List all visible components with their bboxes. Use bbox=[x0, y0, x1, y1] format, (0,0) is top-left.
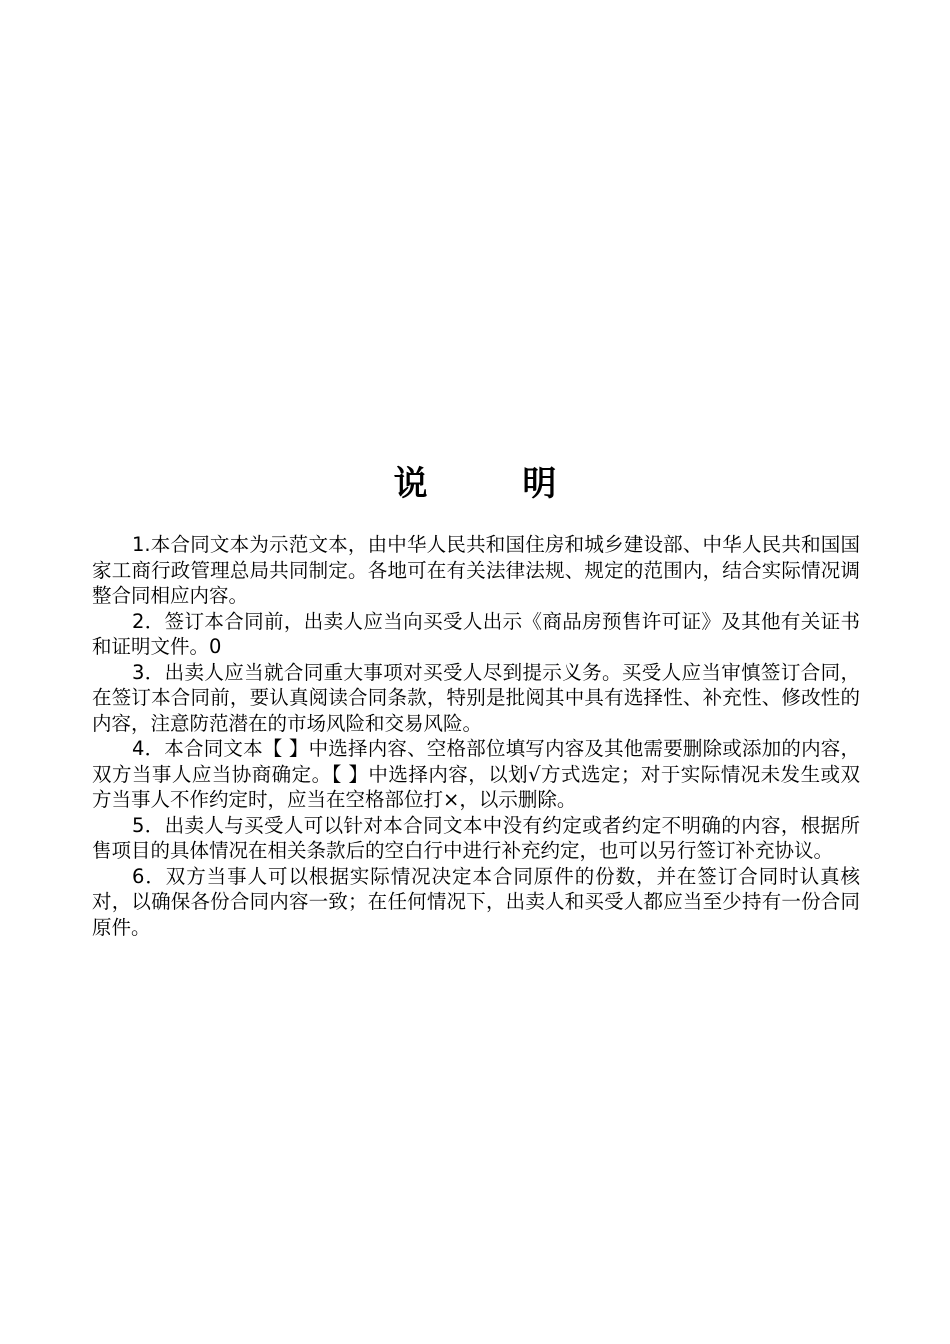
instruction-paragraph-2: 2．签订本合同前，出卖人应当向买受人出示《商品房预售许可证》及其他有关证书和证明文件。0 bbox=[92, 609, 860, 658]
page-title: 说 明 bbox=[393, 464, 557, 504]
instruction-paragraph-5: 5．出卖人与买受人可以针对本合同文本中没有约定或者约定不明确的内容，根据所售项目的具体情况在相关条款后的空白行中进行补充约定，也可以另行签订补充协议。 bbox=[92, 813, 860, 862]
instruction-paragraph-1: 1.本合同文本为示范文本，由中华人民共和国住房和城乡建设部、中华人民共和国国家工商行政管理总局共同制定。各地可在有关法律法规、规定的范围内，结合实际情况调整合同相应内容。 bbox=[92, 533, 860, 607]
instructions-body bbox=[92, 532, 860, 940]
instruction-paragraph-3: 3．出卖人应当就合同重大事项对买受人尽到提示义务。买受人应当审慎签订合同，在签订本合同前，要认真阅读合同条款，特别是批阅其中具有选择性、补充性、修改性的内容，注意防范潜在的市场风险和交易风险。 bbox=[92, 660, 860, 735]
instruction-paragraph-4: 4．本合同文本【 】中选择内容、空格部位填写内容及其他需要删除或添加的内容，双方当事人应当协商确定。【 】中选择内容，以划√方式选定；对于实际情况未发生或双方当事人不作约定时，应当在空格部位打×，以示删除。 bbox=[92, 737, 860, 811]
instruction-paragraph-6: 6．双方当事人可以根据实际情况决定本合同原件的份数，并在签订合同时认真核对，以确保各份合同内容一致；在任何情况下，出卖人和买受人都应当至少持有一份合同原件。 bbox=[92, 864, 860, 939]
